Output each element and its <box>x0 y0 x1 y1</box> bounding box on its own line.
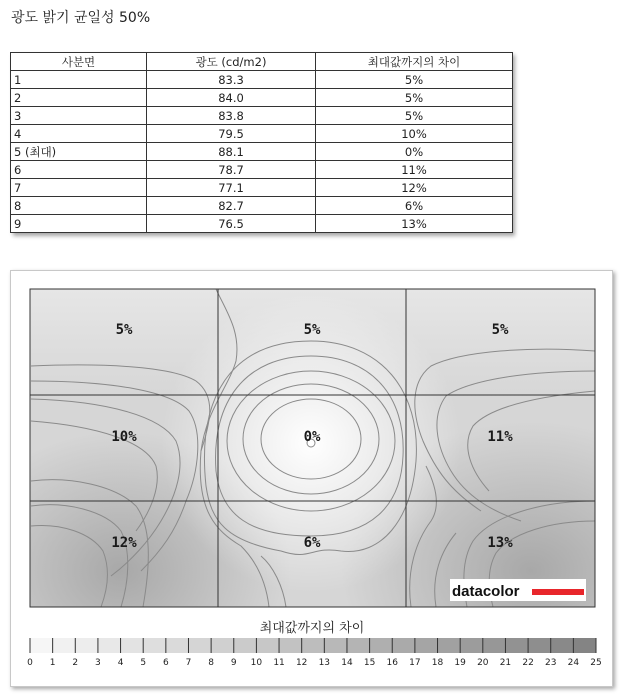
scale-tick-label: 8 <box>208 658 214 668</box>
scale-swatch <box>483 638 506 653</box>
scale-tick-label: 9 <box>230 658 237 668</box>
logo-text: datacolor <box>452 583 520 600</box>
quadrant-cell: 1 <box>11 71 147 89</box>
logo-red-bar <box>532 589 584 595</box>
table-row <box>11 71 513 89</box>
scale-tick-label: 14 <box>341 658 353 668</box>
table-row <box>11 215 513 233</box>
luminance-cell: 83.8 <box>147 107 316 125</box>
table-row <box>11 161 513 179</box>
uniformity-table <box>10 52 513 233</box>
difference-cell: 13% <box>316 215 513 233</box>
scale-swatch <box>324 638 347 653</box>
scale-swatch <box>370 638 393 653</box>
scale-tick-label: 6 <box>162 658 169 668</box>
luminance-cell: 77.1 <box>147 179 316 197</box>
table-row <box>11 197 513 215</box>
scale-swatch <box>211 638 234 653</box>
color-scale <box>27 638 602 668</box>
datacolor-logo <box>450 579 586 601</box>
cell-label: 13% <box>487 535 513 551</box>
header-luminance: 광도 (cd/m2) <box>147 53 316 71</box>
uniformity-chart <box>10 270 613 687</box>
cell-label: 5% <box>491 322 509 338</box>
luminance-cell: 78.7 <box>147 161 316 179</box>
quadrant-cell: 2 <box>11 89 147 107</box>
scale-tick-label: 21 <box>499 658 512 668</box>
cell-label: 0% <box>303 429 321 445</box>
cell-label: 12% <box>111 535 137 551</box>
scale-tick-label: 4 <box>117 658 124 668</box>
scale-swatch <box>302 638 325 653</box>
difference-cell: 5% <box>316 107 513 125</box>
table-row <box>11 143 513 161</box>
difference-cell: 5% <box>316 71 513 89</box>
scale-swatch <box>505 638 528 653</box>
scale-tick-label: 16 <box>386 658 398 668</box>
scale-tick-label: 13 <box>318 658 331 668</box>
scale-tick-label: 12 <box>295 658 308 668</box>
difference-cell: 12% <box>316 179 513 197</box>
scale-swatch <box>188 638 211 653</box>
scale-tick-label: 5 <box>140 658 147 668</box>
scale-tick-label: 1 <box>49 658 56 668</box>
scale-swatch <box>121 638 144 653</box>
scale-swatch <box>551 638 574 653</box>
quadrant-cell: 6 <box>11 161 147 179</box>
cell-label: 10% <box>111 429 137 445</box>
scale-tick-label: 20 <box>477 658 489 668</box>
scale-tick-label: 17 <box>409 658 421 668</box>
difference-cell: 11% <box>316 161 513 179</box>
scale-swatch <box>279 638 302 653</box>
scale-swatch <box>460 638 483 653</box>
uniformity-table-container <box>10 52 512 233</box>
quadrant-cell: 8 <box>11 197 147 215</box>
scale-tick-label: 3 <box>95 658 101 668</box>
luminance-cell: 83.3 <box>147 71 316 89</box>
scale-tick-label: 23 <box>544 658 557 668</box>
scale-tick-label: 2 <box>72 658 79 668</box>
cell-label: 6% <box>303 535 321 551</box>
luminance-cell: 79.5 <box>147 125 316 143</box>
scale-swatch <box>30 638 53 653</box>
difference-cell: 0% <box>316 143 513 161</box>
scale-swatch <box>438 638 461 653</box>
scale-tick-label: 15 <box>363 658 376 668</box>
scale-swatch <box>528 638 551 653</box>
scale-swatch <box>98 638 121 653</box>
table-row <box>11 107 513 125</box>
quadrant-cell: 3 <box>11 107 147 125</box>
cell-label: 11% <box>487 429 513 445</box>
scale-tick-label: 18 <box>431 658 444 668</box>
scale-swatch <box>347 638 370 653</box>
scale-tick-label: 24 <box>567 658 580 668</box>
scale-tick-label: 10 <box>250 658 263 668</box>
scale-swatch <box>234 638 257 653</box>
difference-cell: 5% <box>316 89 513 107</box>
quadrant-cell: 9 <box>11 215 147 233</box>
scale-title: 최대값까지의 차이 <box>259 621 365 636</box>
quadrant-cell: 5 (최대) <box>11 143 147 161</box>
scale-swatch <box>53 638 76 653</box>
scale-tick-label: 11 <box>273 658 285 668</box>
quadrant-cell: 4 <box>11 125 147 143</box>
luminance-cell: 76.5 <box>147 215 316 233</box>
scale-swatch <box>573 638 596 653</box>
table-row <box>11 125 513 143</box>
scale-swatch <box>392 638 415 653</box>
scale-swatch <box>75 638 98 653</box>
scale-tick-label: 19 <box>454 658 466 668</box>
luminance-cell: 88.1 <box>147 143 316 161</box>
scale-swatch <box>256 638 279 653</box>
scale-tick-label: 25 <box>590 658 602 668</box>
luminance-cell: 84.0 <box>147 89 316 107</box>
page-title: 광도 밝기 균일성 50% <box>11 10 151 26</box>
scale-swatch <box>143 638 166 653</box>
difference-cell: 10% <box>316 125 513 143</box>
scale-tick-label: 7 <box>185 658 192 668</box>
scale-swatch <box>415 638 438 653</box>
cell-label: 5% <box>115 322 133 338</box>
scale-tick-label: 0 <box>27 658 33 668</box>
cell-label: 5% <box>303 322 321 338</box>
header-difference: 최대값까지의 차이 <box>316 53 513 71</box>
quadrant-cell: 7 <box>11 179 147 197</box>
table-row <box>11 179 513 197</box>
difference-cell: 6% <box>316 197 513 215</box>
scale-tick-label: 22 <box>522 658 534 668</box>
luminance-cell: 82.7 <box>147 197 316 215</box>
table-row <box>11 89 513 107</box>
table-header-row <box>11 53 513 71</box>
header-quadrant: 사분면 <box>11 53 147 71</box>
scale-swatch <box>166 638 189 653</box>
